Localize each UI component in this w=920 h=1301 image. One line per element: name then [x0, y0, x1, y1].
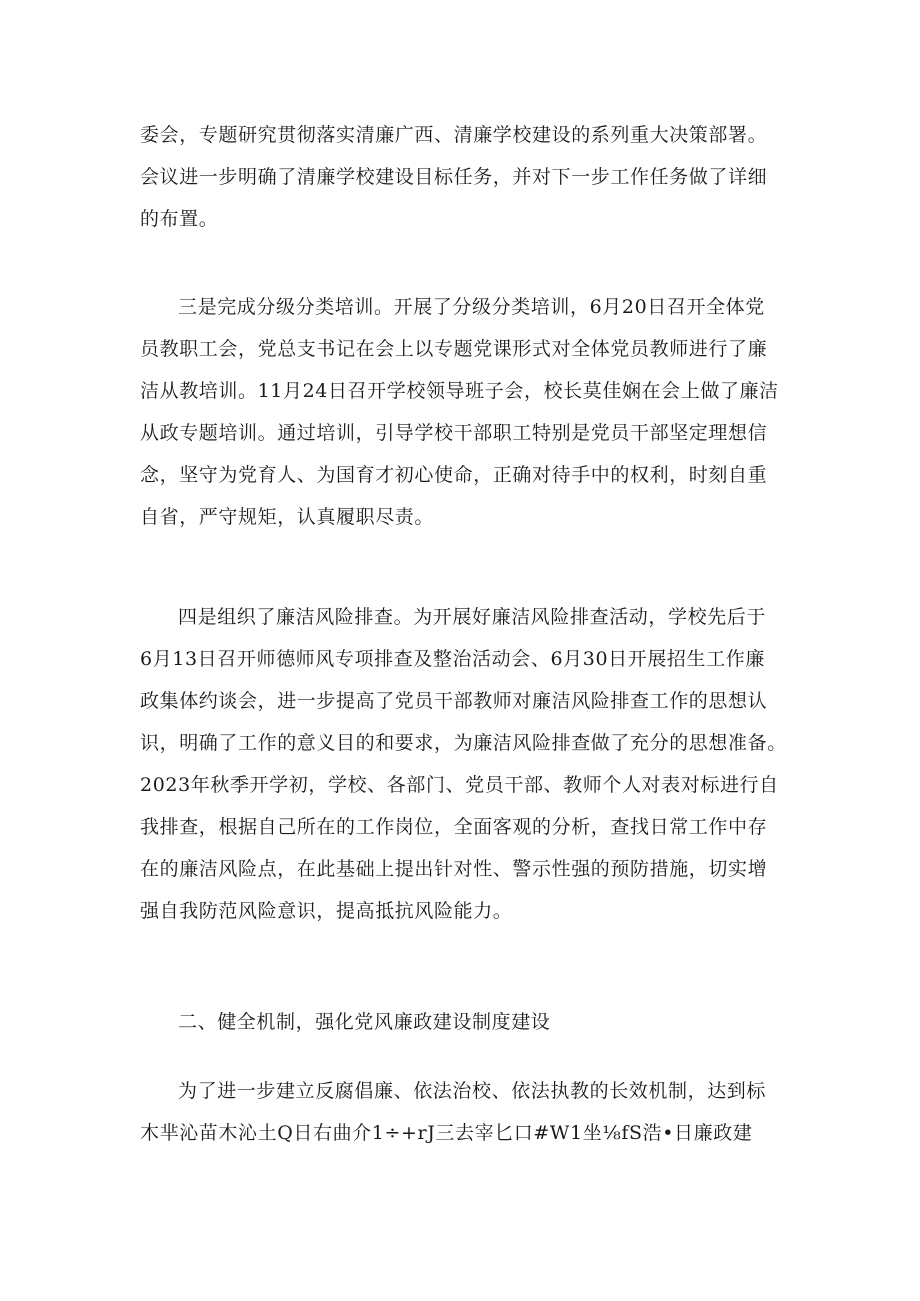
paragraph-training — [140, 286, 780, 538]
text-line: 识，明确了工作的意义目的和要求，为廉洁风险排查做了充分的思想准备。 — [140, 732, 787, 754]
text-line: 我排查，根据自己所在的工作岗位，全面客观的分析，查找日常工作中存 — [140, 816, 768, 838]
text-line: 政集体约谈会，进一步提高了党员干部教师对廉洁风险排查工作的思想认 — [140, 690, 768, 712]
text-line: 念，坚守为党育人、为国育才初心使命，正确对待手中的权利，时刻自重 — [140, 464, 768, 486]
text-line: 强自我防范风险意识，提高抵抗风险能力。 — [140, 900, 513, 922]
text-line: 三是完成分级分类培训。开展了分级分类培训，6月20日召开全体党 — [178, 296, 765, 318]
text-line: 在的廉洁风险点，在此基础上提出针对性、警示性强的预防措施，切实增 — [140, 858, 768, 880]
text-line: 自省，严守规矩，认真履职尽责。 — [140, 506, 435, 528]
text-line: 洁从教培训。11月24日召开学校领导班子会，校长莫佳娴在会上做了廉洁 — [140, 380, 779, 402]
text-line: 委会，专题研究贯彻落实清廉广西、清廉学校建设的系列重大决策部署。 — [140, 124, 768, 146]
text-line: 6月13日召开师德师风专项排查及整治活动会、6月30日开展招生工作廉 — [140, 648, 765, 670]
text-line: 会议进一步明确了清廉学校建设目标任务，并对下一步工作任务做了详细 — [140, 166, 768, 188]
heading-text: 二、健全机制，强化党风廉政建设制度建设 — [178, 1011, 551, 1033]
paragraph-mechanism — [140, 1070, 780, 1154]
paragraph-committee-meeting — [140, 114, 780, 240]
text-line: 为了进一步建立反腐倡廉、依法治校、依法执教的长效机制，达到标 — [178, 1080, 767, 1102]
paragraph-risk-investigation — [140, 596, 787, 932]
text-line: 四是组织了廉洁风险排查。为开展好廉洁风险排查活动，学校先后于 — [178, 606, 767, 628]
section-heading — [140, 1001, 780, 1043]
text-line: 2023年秋季开学初，学校、各部门、党员干部、教师个人对表对标进行自 — [140, 774, 779, 796]
text-line: 从政专题培训。通过培训，引导学校干部职工特别是党员干部坚定理想信 — [140, 422, 768, 444]
text-line: 员教职工会，党总支书记在会上以专题党课形式对全体党员教师进行了廉 — [140, 338, 768, 360]
text-line: 木芈沁苗木沁土Q日右曲介1÷+rJ三去宰匕口#W1坐⅛fS浩•日廉政建 — [140, 1122, 753, 1144]
text-line: 的布置。 — [140, 208, 219, 230]
